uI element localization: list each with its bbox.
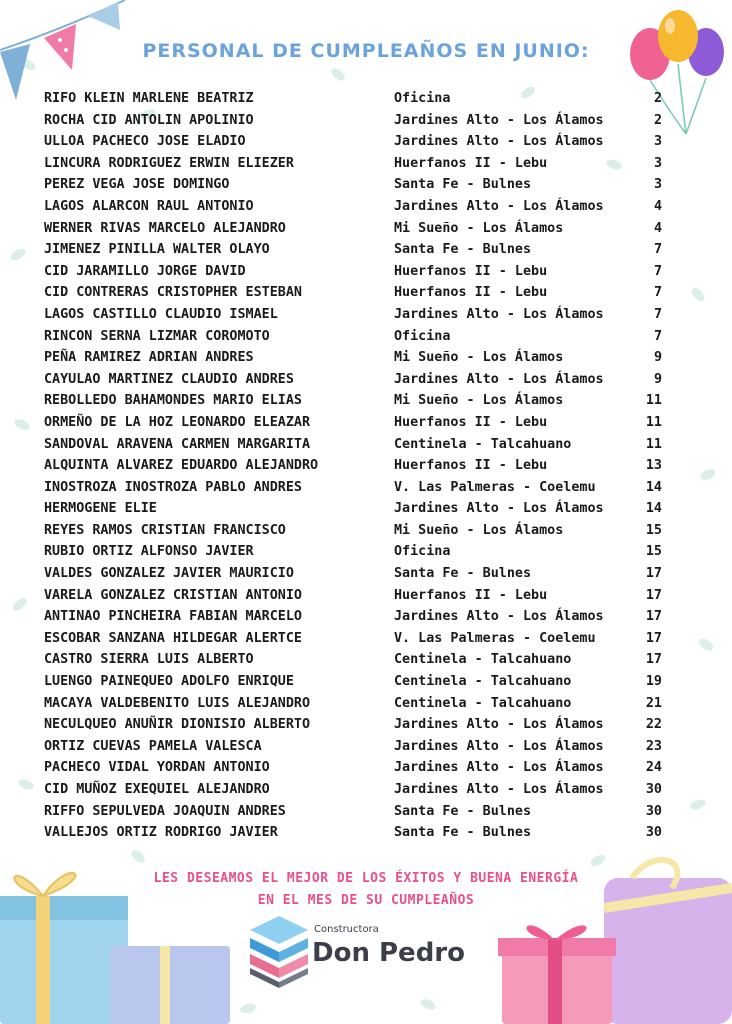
work-location: Centinela - Talcahuano (394, 695, 572, 711)
work-location: Jardines Alto - Los Álamos (394, 501, 604, 517)
employee-name: MACAYA VALDEBENITO LUIS ALEJANDRO (44, 695, 311, 711)
birthday-day: 30 (645, 803, 662, 819)
work-location: Jardines Alto - Los Álamos (394, 609, 604, 625)
employee-name: LAGOS ALARCON RAUL ANTONIO (44, 198, 254, 214)
list-item (44, 739, 662, 761)
birthday-day: 30 (645, 782, 662, 797)
list-item (44, 717, 662, 739)
work-location: Huerfanos II - Lebu (394, 285, 548, 301)
employee-name: ALQUINTA ALVAREZ EDUARDO ALEJANDRO (44, 458, 319, 474)
birthday-day: 14 (645, 501, 662, 517)
employee-name: VARELA GONZALEZ CRISTIAN ANTONIO (44, 587, 302, 603)
birthday-day: 2 (653, 91, 662, 106)
work-location: V. Las Palmeras - Coelemu (394, 630, 596, 646)
birthday-day: 30 (645, 825, 662, 841)
employee-name: RUBIO ORTIZ ALFONSO JAVIER (44, 544, 254, 560)
work-location: Huerfanos II - Lebu (394, 263, 548, 279)
birthday-day: 17 (645, 630, 662, 646)
list-item (44, 566, 662, 588)
employee-name: RIFFO SEPULVEDA JOAQUIN ANDRES (44, 803, 286, 819)
birthday-day: 7 (653, 263, 662, 279)
work-location: Huerfanos II - Lebu (394, 414, 548, 430)
list-item (44, 221, 662, 243)
list-item (44, 609, 662, 631)
list-item (44, 242, 662, 264)
employee-name: LUENGO PAINEQUEO ADOLFO ENRIQUE (44, 674, 294, 690)
list-item (44, 696, 662, 718)
list-item (44, 199, 662, 221)
birthday-day: 3 (653, 177, 662, 193)
work-location: Jardines Alto - Los Álamos (394, 371, 604, 387)
birthday-message (0, 868, 732, 912)
employee-name: LAGOS CASTILLO CLAUDIO ISMAEL (44, 306, 278, 322)
list-item (44, 307, 662, 329)
list-item (44, 264, 662, 286)
employee-name: CID JARAMILLO JORGE DAVID (44, 263, 246, 279)
list-item (44, 91, 662, 113)
work-location: Huerfanos II - Lebu (394, 587, 548, 603)
list-item (44, 350, 662, 372)
employee-name: LINCURA RODRIGUEZ ERWIN ELIEZER (44, 155, 294, 171)
employee-name: REBOLLEDO BAHAMONDES MARIO ELIAS (44, 393, 302, 409)
birthday-day: 4 (653, 198, 662, 214)
list-item (44, 652, 662, 674)
work-location: Jardines Alto - Los Álamos (394, 760, 604, 776)
birthday-day: 11 (645, 393, 662, 409)
employee-name: RINCON SERNA LIZMAR COROMOTO (44, 328, 270, 344)
list-item (44, 501, 662, 523)
work-location: Santa Fe - Bulnes (394, 177, 532, 193)
birthday-message-line1: LES DESEAMOS EL MEJOR DE LOS ÉXITOS Y BUENA ENERGÍA (153, 871, 579, 886)
list-item (44, 415, 662, 437)
list-item (44, 393, 662, 415)
birthday-day: 7 (653, 242, 662, 258)
birthday-day: 4 (653, 220, 662, 236)
list-item (44, 674, 662, 696)
birthday-day: 9 (653, 350, 662, 366)
work-location: Jardines Alto - Los Álamos (394, 112, 604, 128)
employee-name: NECULQUEO ANUÑIR DIONISIO ALBERTO (44, 717, 311, 733)
work-location: Santa Fe - Bulnes (394, 803, 532, 819)
birthday-message-line2: EN EL MES DE SU CUMPLEAÑOS (257, 893, 475, 908)
birthday-list (44, 91, 662, 847)
work-location: Jardines Alto - Los Álamos (394, 782, 604, 797)
birthday-day: 7 (653, 328, 662, 344)
list-item (44, 588, 662, 610)
employee-name: WERNER RIVAS MARCELO ALEJANDRO (44, 220, 286, 236)
birthday-day: 17 (645, 566, 662, 582)
work-location: V. Las Palmeras - Coelemu (394, 479, 596, 495)
logo-subtitle: Constructora (314, 924, 379, 935)
birthday-day: 13 (645, 458, 662, 474)
birthday-day: 15 (645, 522, 662, 538)
work-location: Jardines Alto - Los Álamos (394, 738, 604, 754)
employee-name: CASTRO SIERRA LUIS ALBERTO (44, 652, 254, 668)
birthday-day: 3 (653, 155, 662, 171)
work-location: Mi Sueño - Los Álamos (394, 220, 564, 236)
work-location: Jardines Alto - Los Álamos (394, 198, 604, 214)
work-location: Oficina (394, 328, 451, 344)
list-item (44, 329, 662, 351)
birthday-day: 22 (645, 717, 662, 733)
work-location: Oficina (394, 544, 451, 560)
list-item (44, 804, 662, 826)
employee-name: JIMENEZ PINILLA WALTER OLAYO (44, 242, 270, 258)
list-item (44, 782, 662, 804)
employee-name: PACHECO VIDAL YORDAN ANTONIO (44, 760, 270, 776)
list-item (44, 760, 662, 782)
work-location: Santa Fe - Bulnes (394, 566, 532, 582)
birthday-day: 11 (645, 414, 662, 430)
employee-name: ULLOA PACHECO JOSE ELADIO (44, 134, 246, 150)
work-location: Santa Fe - Bulnes (394, 825, 532, 841)
employee-name: CID MUÑOZ EXEQUIEL ALEJANDRO (44, 782, 270, 797)
work-location: Centinela - Talcahuano (394, 436, 572, 452)
birthday-day: 7 (653, 285, 662, 301)
work-location: Jardines Alto - Los Álamos (394, 134, 604, 150)
birthday-day: 17 (645, 609, 662, 625)
list-item (44, 134, 662, 156)
logo-cube-icon (248, 914, 310, 988)
employee-name: ROCHA CID ANTOLIN APOLINIO (44, 112, 254, 128)
list-item (44, 156, 662, 178)
birthday-day: 7 (653, 306, 662, 322)
logo-name: Don Pedro (312, 938, 465, 968)
employee-name: ANTINAO PINCHEIRA FABIAN MARCELO (44, 609, 302, 625)
birthday-day: 9 (653, 371, 662, 387)
work-location: Santa Fe - Bulnes (394, 242, 532, 258)
employee-name: RIFO KLEIN MARLENE BEATRIZ (44, 91, 254, 106)
employee-name: REYES RAMOS CRISTIAN FRANCISCO (44, 522, 286, 538)
employee-name: HERMOGENE ELIE (44, 501, 157, 517)
employee-name: ORMEÑO DE LA HOZ LEONARDO ELEAZAR (44, 414, 311, 430)
work-location: Huerfanos II - Lebu (394, 458, 548, 474)
employee-name: PEREZ VEGA JOSE DOMINGO (44, 177, 230, 193)
employee-name: INOSTROZA INOSTROZA PABLO ANDRES (44, 479, 302, 495)
list-item (44, 437, 662, 459)
birthday-day: 11 (645, 436, 662, 452)
work-location: Mi Sueño - Los Álamos (394, 350, 564, 366)
work-location: Jardines Alto - Los Álamos (394, 717, 604, 733)
list-item (44, 372, 662, 394)
birthday-day: 2 (653, 112, 662, 128)
birthday-day: 17 (645, 587, 662, 603)
list-item (44, 544, 662, 566)
list-item (44, 523, 662, 545)
list-item (44, 113, 662, 135)
birthday-day: 15 (645, 544, 662, 560)
list-item (44, 631, 662, 653)
work-location: Mi Sueño - Los Álamos (394, 522, 564, 538)
page-title: PERSONAL DE CUMPLEAÑOS EN JUNIO: (142, 40, 590, 62)
list-item (44, 177, 662, 199)
work-location: Centinela - Talcahuano (394, 674, 572, 690)
employee-name: ORTIZ CUEVAS PAMELA VALESCA (44, 738, 262, 754)
employee-name: VALDES GONZALEZ JAVIER MAURICIO (44, 566, 294, 582)
list-item (44, 285, 662, 307)
work-location: Mi Sueño - Los Álamos (394, 393, 564, 409)
list-item (44, 458, 662, 480)
birthday-day: 19 (645, 674, 662, 690)
employee-name: PEÑA RAMIREZ ADRIAN ANDRES (44, 350, 254, 366)
work-location: Oficina (394, 91, 451, 106)
birthday-day: 14 (645, 479, 662, 495)
employee-name: ESCOBAR SANZANA HILDEGAR ALERTCE (44, 630, 302, 646)
birthday-day: 3 (653, 134, 662, 150)
birthday-day: 23 (645, 738, 662, 754)
work-location: Centinela - Talcahuano (394, 652, 572, 668)
birthday-day: 17 (645, 652, 662, 668)
work-location: Huerfanos II - Lebu (394, 155, 548, 171)
employee-name: SANDOVAL ARAVENA CARMEN MARGARITA (44, 436, 311, 452)
employee-name: CAYULAO MARTINEZ CLAUDIO ANDRES (44, 371, 294, 387)
list-item (44, 825, 662, 847)
birthday-day: 24 (645, 760, 662, 776)
employee-name: CID CONTRERAS CRISTOPHER ESTEBAN (44, 285, 302, 301)
work-location: Jardines Alto - Los Álamos (394, 306, 604, 322)
company-logo (248, 914, 468, 988)
employee-name: VALLEJOS ORTIZ RODRIGO JAVIER (44, 825, 278, 841)
birthday-day: 21 (645, 695, 662, 711)
list-item (44, 480, 662, 502)
